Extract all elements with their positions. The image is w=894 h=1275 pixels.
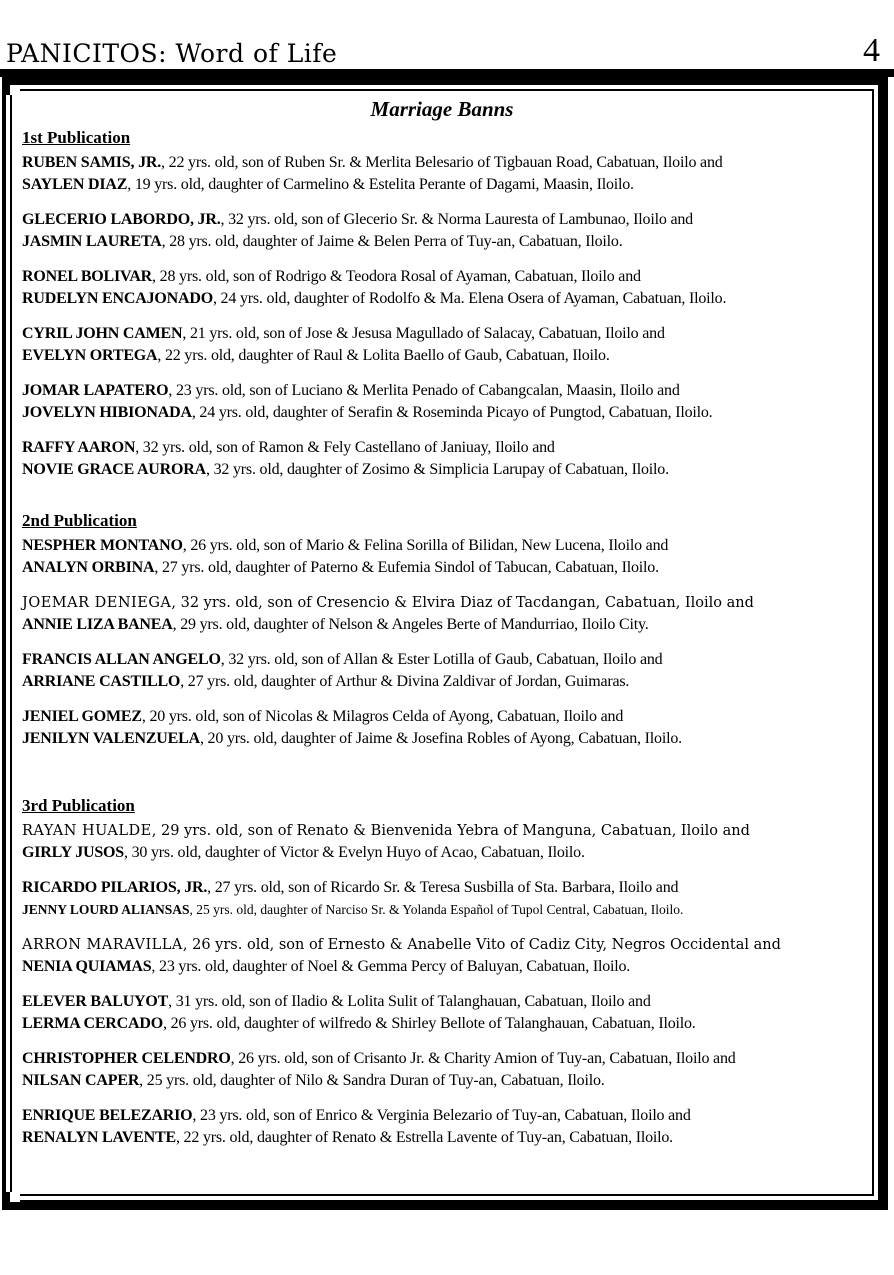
person-name: ENRIQUE BELEZARIO (22, 1107, 193, 1124)
person-name: JOMAR LAPATERO (22, 382, 169, 399)
groom-line (22, 209, 862, 231)
groom-line (22, 991, 862, 1013)
bride-line (22, 956, 862, 978)
couple-entry (22, 820, 862, 864)
bride-line (22, 557, 862, 579)
groom-line (22, 380, 862, 402)
person-details: , 24 yrs. old, daughter of Rodolfo & Ma. Elena Osera of Ayaman, Cabatuan, Iloilo. (212, 290, 727, 307)
section-heading: 3rd Publication (22, 796, 135, 815)
person-name: GLECERIO LABORDO, JR. (22, 211, 221, 228)
groom-line (22, 1105, 862, 1127)
person-name: JASMIN LAURETA (22, 233, 162, 250)
person-name: ARRIANE CASTILLO (22, 673, 181, 690)
bride-line (22, 1070, 862, 1092)
person-name: RAYAN HUALDE (22, 823, 152, 839)
person-details: , 23 yrs. old, son of Luciano & Merlita Penado of Cabangcalan, Maasin, Iloilo and (168, 382, 680, 399)
person-name: JENILYN VALENZUELA (22, 730, 200, 747)
couple-entry (22, 535, 862, 579)
person-name: JENIEL GOMEZ (22, 708, 142, 725)
person-details: , 32 yrs. old, son of Glecerio Sr. & Norma Lauresta of Lambunao, Iloilo and (220, 211, 693, 228)
person-details: , 32 yrs. old, son of Ramon & Fely Castellano of Janiuay, Iloilo and (135, 439, 555, 456)
couple-entry (22, 706, 862, 750)
person-name: FRANCIS ALLAN ANGELO (22, 651, 221, 668)
person-name: NILSAN CAPER (22, 1072, 140, 1089)
person-name: ANALYN ORBINA (22, 559, 155, 576)
couple-entry (22, 1048, 862, 1092)
person-details: , 25 yrs. old, daughter of Nilo & Sandra Duran of Tuy-an, Cabatuan, Iloilo. (139, 1072, 605, 1089)
person-name: CYRIL JOHN CAMEN (22, 325, 183, 342)
bride-line (22, 345, 862, 367)
person-name: RONEL BOLIVAR (22, 268, 153, 285)
person-name: NOVIE GRACE AURORA (22, 461, 206, 478)
groom-line (22, 152, 862, 174)
person-name: RICARDO PILARIOS, JR. (22, 879, 208, 896)
bride-line (22, 842, 862, 864)
couple-entry (22, 266, 862, 310)
person-details: , 19 yrs. old, daughter of Carmelino & Estelita Perante of Dagami, Maasin, Iloilo. (127, 176, 634, 193)
person-name: ELEVER BALUYOT (22, 993, 169, 1010)
person-name: EVELYN ORTEGA (22, 347, 158, 364)
person-details: , 21 yrs. old, son of Jose & Jesusa Magullado of Salacay, Cabatuan, Iloilo and (182, 325, 665, 342)
person-details: , 29 yrs. old, son of Renato & Bienvenida Yebra of Manguna, Cabatuan, Iloilo and (151, 823, 750, 839)
person-name: JOVELYN HIBIONADA (22, 404, 192, 421)
groom-line (22, 877, 862, 899)
bride-line (22, 459, 862, 481)
couple-entry (22, 592, 862, 636)
couple-entry (22, 380, 862, 424)
couple-entry (22, 991, 862, 1035)
groom-line (22, 437, 862, 459)
publication-section (22, 796, 862, 1149)
bride-line (22, 728, 862, 750)
section-heading: 1st Publication (22, 128, 131, 147)
person-name: ARRON MARAVILLA (22, 937, 183, 953)
person-details: , 29 yrs. old, daughter of Nelson & Angeles Berte of Mandurriao, Iloilo City. (172, 616, 649, 633)
groom-line (22, 266, 862, 288)
bride-line (22, 614, 862, 636)
couple-entry (22, 437, 862, 481)
person-name: CHRISTOPHER CELENDRO (22, 1050, 231, 1067)
couple-entry (22, 934, 862, 978)
groom-line (22, 1048, 862, 1070)
person-details: , 26 yrs. old, son of Crisanto Jr. & Charity Amion of Tuy-an, Cabatuan, Iloilo and (230, 1050, 736, 1067)
couple-entry (22, 1105, 862, 1149)
person-name: JENNY LOURD ALIANSAS (22, 902, 190, 917)
person-details: , 28 yrs. old, daughter of Jaime & Belen Perra of Tuy-an, Cabatuan, Iloilo. (161, 233, 623, 250)
groom-line (22, 535, 862, 557)
bride-line (22, 402, 862, 424)
couple-entry (22, 877, 862, 921)
frame-corner-ornament-top-left (2, 77, 20, 95)
groom-line (22, 934, 862, 956)
couple-entry (22, 152, 862, 196)
person-name: RENALYN LAVENTE (22, 1129, 176, 1146)
groom-line (22, 649, 862, 671)
person-details: , 26 yrs. old, son of Ernesto & Anabelle Vito of Cadiz City, Negros Occidental and (182, 937, 781, 953)
frame-corner-ornament-bottom-left (2, 1192, 20, 1210)
person-details: , 22 yrs. old, daughter of Raul & Lolita Baello of Gaub, Cabatuan, Iloilo. (157, 347, 610, 364)
header-rule (0, 69, 894, 77)
couple-entry (22, 209, 862, 253)
banns-content (22, 128, 862, 1149)
person-name: RUDELYN ENCAJONADO (22, 290, 213, 307)
decorative-frame (2, 77, 888, 1210)
person-name: RUBEN SAMIS, JR. (22, 154, 162, 171)
person-name: JOEMAR DENIEGA (22, 595, 172, 611)
page-number: 4 (863, 32, 880, 70)
bride-line (22, 671, 862, 693)
person-details: , 20 yrs. old, daughter of Jaime & Josefina Robles of Ayong, Cabatuan, Iloilo. (199, 730, 682, 747)
person-details: , 26 yrs. old, daughter of wilfredo & Shirley Bellote of Talanghauan, Cabatuan, Iloilo. (162, 1015, 696, 1032)
bride-line (22, 174, 862, 196)
person-details: , 28 yrs. old, son of Rodrigo & Teodora Rosal of Ayaman, Cabatuan, Iloilo and (152, 268, 641, 285)
person-details: , 26 yrs. old, son of Mario & Felina Sorilla of Bilidan, New Lucena, Iloilo and (182, 537, 669, 554)
person-details: , 22 yrs. old, daughter of Renato & Estrella Lavente of Tuy-an, Cabatuan, Iloilo. (175, 1129, 673, 1146)
person-name: NENIA QUIAMAS (22, 958, 152, 975)
section-heading: 2nd Publication (22, 511, 137, 530)
person-details: , 32 yrs. old, son of Allan & Ester Lotilla of Gaub, Cabatuan, Iloilo and (220, 651, 663, 668)
person-details: , 27 yrs. old, daughter of Arthur & Divina Zaldivar of Jordan, Guimaras. (180, 673, 630, 690)
bride-line (22, 231, 862, 253)
couple-entry (22, 323, 862, 367)
person-details: , 22 yrs. old, son of Ruben Sr. & Merlita Belesario of Tigbauan Road, Cabatuan, Iloilo and (161, 154, 723, 171)
couple-entry (22, 649, 862, 693)
person-details: , 32 yrs. old, daughter of Zosimo & Simplicia Larupay of Cabatuan, Iloilo. (205, 461, 669, 478)
person-details: , 31 yrs. old, son of Iladio & Lolita Sulit of Talanghauan, Cabatuan, Iloilo and (168, 993, 651, 1010)
page-title: PANICITOS: Word of Life (6, 39, 338, 68)
bride-line (22, 288, 862, 310)
bride-line (22, 899, 862, 921)
person-name: NESPHER MONTANO (22, 537, 183, 554)
person-details: , 25 yrs. old, daughter of Narciso Sr. & Yolanda Español of Tupol Central, Cabatuan, Iloilo. (189, 902, 684, 917)
person-details: , 27 yrs. old, son of Ricardo Sr. & Teresa Susbilla of Sta. Barbara, Iloilo and (207, 879, 679, 896)
document-title: Marriage Banns (370, 97, 514, 121)
page-header (0, 0, 894, 70)
groom-line (22, 706, 862, 728)
person-details: , 23 yrs. old, daughter of Noel & Gemma Percy of Baluyan, Cabatuan, Iloilo. (151, 958, 631, 975)
person-name: RAFFY AARON (22, 439, 136, 456)
bride-line (22, 1013, 862, 1035)
person-details: , 32 yrs. old, son of Cresencio & Elvira Diaz of Tacdangan, Cabatuan, Iloilo and (171, 595, 754, 611)
person-details: , 20 yrs. old, son of Nicolas & Milagros Celda of Ayong, Cabatuan, Iloilo and (141, 708, 624, 725)
person-name: SAYLEN DIAZ (22, 176, 128, 193)
person-name: GIRLY JUSOS (22, 844, 124, 861)
groom-line (22, 592, 862, 614)
frame-inner-border (10, 89, 874, 1196)
person-name: LERMA CERCADO (22, 1015, 163, 1032)
groom-line (22, 820, 862, 842)
person-details: , 30 yrs. old, daughter of Victor & Evelyn Huyo of Acao, Cabatuan, Iloilo. (124, 844, 585, 861)
person-details: , 27 yrs. old, daughter of Paterno & Eufemia Sindol of Tabucan, Cabatuan, Iloilo. (154, 559, 659, 576)
bride-line (22, 1127, 862, 1149)
publication-section (22, 511, 862, 750)
person-details: , 24 yrs. old, daughter of Serafin & Roseminda Picayo of Pungtod, Cabatuan, Iloilo. (191, 404, 713, 421)
publication-section (22, 128, 862, 481)
person-name: ANNIE LIZA BANEA (22, 616, 173, 633)
groom-line (22, 323, 862, 345)
person-details: , 23 yrs. old, son of Enrico & Verginia Belezario of Tuy-an, Cabatuan, Iloilo and (192, 1107, 691, 1124)
